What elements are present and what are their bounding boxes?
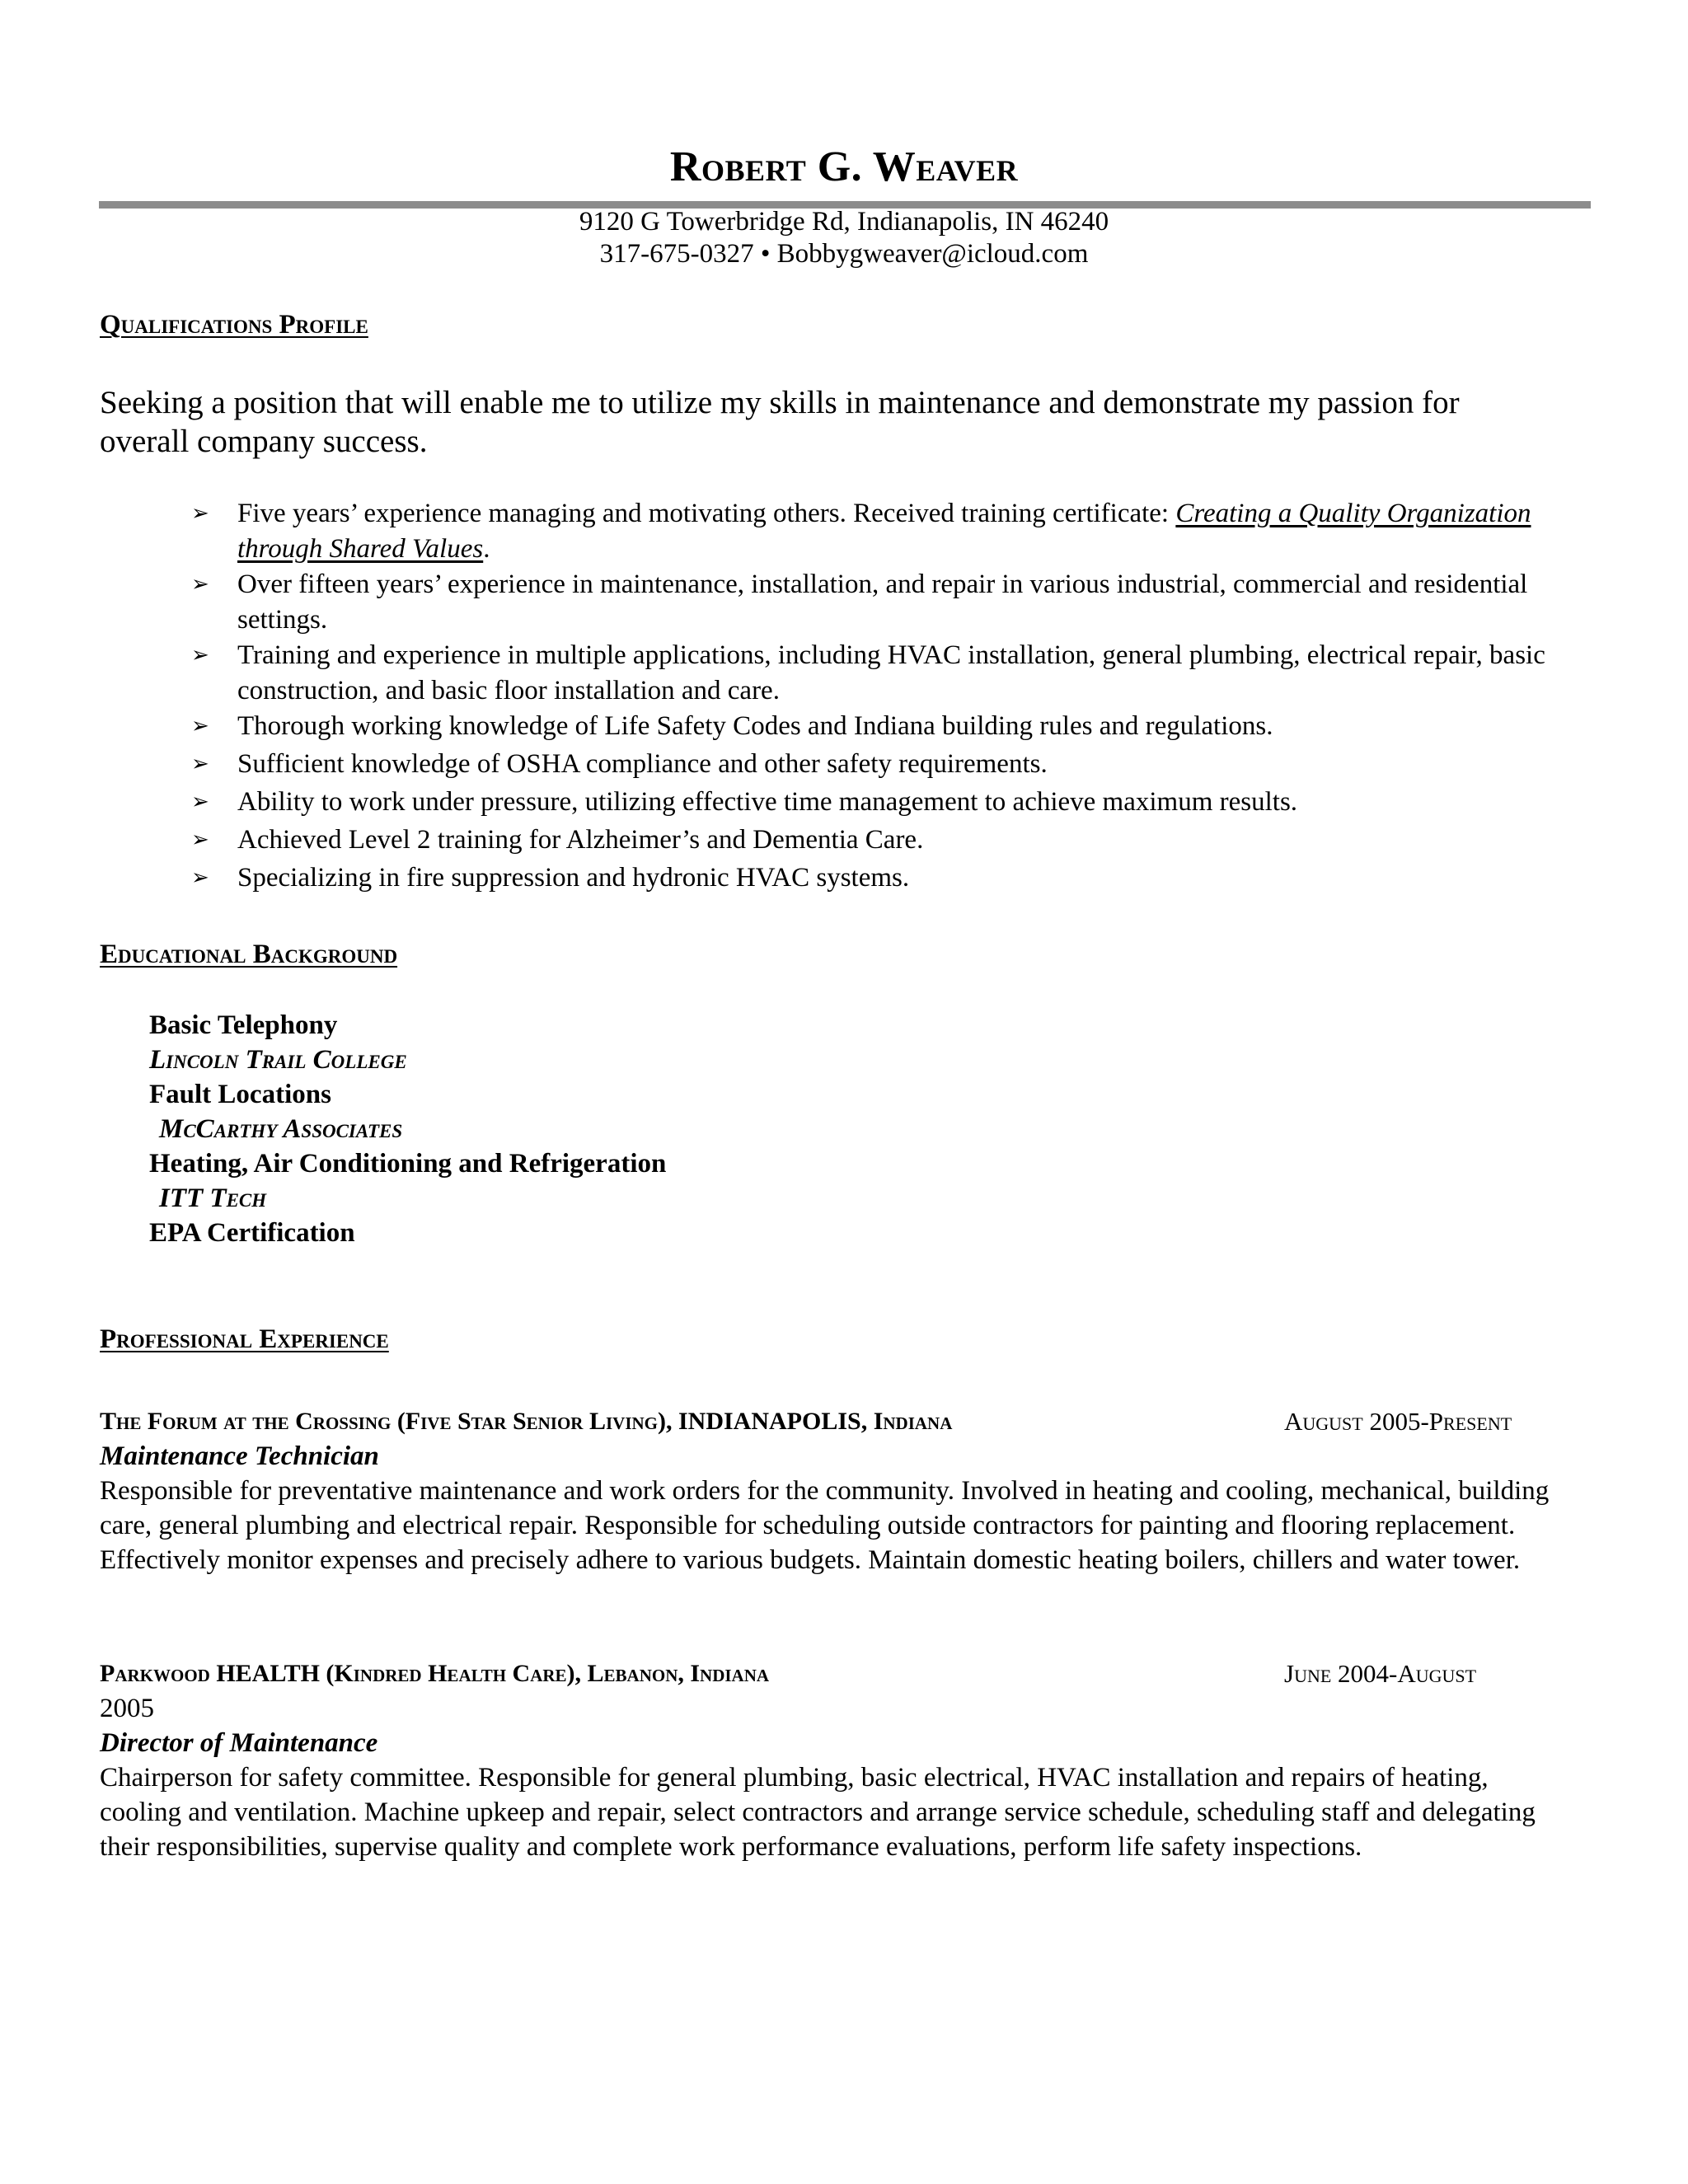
section-heading-education: Educational Background bbox=[100, 940, 398, 969]
qualification-text: Thorough working knowledge of Life Safety Codes and Indiana building rules and regulations. bbox=[237, 711, 1273, 741]
qualification-text: Ability to work under pressure, utilizing effective time management to achieve maximum results. bbox=[237, 787, 1298, 817]
arrow-bullet-icon: ➢ bbox=[191, 501, 209, 526]
qualification-text-part: Five years’ experience managing and motivating others. Received training certificate: bbox=[237, 499, 1176, 528]
arrow-bullet-icon: ➢ bbox=[191, 827, 209, 852]
qualification-text: Specializing in fire suppression and hydronic HVAC systems. bbox=[237, 863, 910, 893]
employer-name: Parkwood HEALTH (Kindred Health Care), Lebanon, Indiana bbox=[100, 1660, 770, 1687]
employment-dates: June 2004-August bbox=[1284, 1659, 1477, 1688]
job-description: Chairperson for safety committee. Responsible for general plumbing, basic electrical, HVAC installation and repairs of heating, cooling and ventilation. Machine upkeep and repair, select contractors and arrange service schedule, scheduling staff and delegating their responsibilities, supervise quality and complete work performance evaluations, perform life safety inspections. bbox=[100, 1763, 1536, 1862]
email-address: Bobbygweaver@icloud.com bbox=[776, 239, 1089, 269]
qualification-text: Achieved Level 2 training for Alzheimer’s and Dementia Care. bbox=[237, 825, 924, 855]
arrow-bullet-icon: ➢ bbox=[191, 790, 209, 814]
address-line: 9120 G Towerbridge Rd, Indianapolis, IN 46240 bbox=[579, 207, 1109, 237]
job-title: Maintenance Technician bbox=[100, 1441, 379, 1471]
arrow-bullet-icon: ➢ bbox=[191, 572, 209, 597]
phone-number: 317-675-0327 bbox=[599, 239, 754, 269]
education-school: Lincoln Trail College bbox=[149, 1045, 407, 1075]
employment-dates: August 2005-Present bbox=[1284, 1407, 1512, 1436]
education-course: EPA Certification bbox=[149, 1218, 355, 1248]
qualification-text: Training and experience in multiple applications, including HVAC installation, general plumbing, electrical repair, basic construction, and basic floor installation and care. bbox=[237, 640, 1545, 705]
qualification-text: Over fifteen years’ experience in maintenance, installation, and repair in various industrial, commercial and residential settings. bbox=[237, 569, 1528, 635]
education-course: Basic Telephony bbox=[149, 1010, 338, 1040]
education-school: ITT Tech bbox=[159, 1183, 267, 1213]
education-course: Fault Locations bbox=[149, 1080, 331, 1109]
objective-statement: Seeking a position that will enable me to utilize my skills in maintenance and demonstrate my passion for overall company success. bbox=[100, 385, 1460, 459]
qualification-text-part: . bbox=[483, 534, 490, 564]
qualification-text bbox=[237, 496, 1573, 567]
job-title: Director of Maintenance bbox=[100, 1728, 378, 1758]
section-heading-qualifications: Qualifications Profile bbox=[100, 310, 368, 340]
section-heading-experience: Professional Experience bbox=[100, 1324, 389, 1354]
employment-dates-wrap: 2005 bbox=[100, 1694, 154, 1723]
job-header bbox=[100, 1657, 1567, 1691]
employer-name: The Forum at the Crossing (Five Star Senior Living), INDIANAPOLIS, Indiana bbox=[100, 1408, 953, 1435]
certificate-title: Creating a Quality Organization through Shared Values bbox=[237, 499, 1531, 564]
job-header bbox=[100, 1404, 1567, 1439]
arrow-bullet-icon: ➢ bbox=[191, 865, 209, 890]
candidate-name: Robert G. Weaver bbox=[669, 143, 1019, 190]
arrow-bullet-icon: ➢ bbox=[191, 643, 209, 668]
education-course: Heating, Air Conditioning and Refrigeration bbox=[149, 1149, 667, 1179]
qualification-text: Sufficient knowledge of OSHA compliance and other safety requirements. bbox=[237, 749, 1048, 779]
arrow-bullet-icon: ➢ bbox=[191, 714, 209, 738]
contact-line bbox=[0, 238, 1688, 269]
arrow-bullet-icon: ➢ bbox=[191, 752, 209, 776]
bullet-separator: • bbox=[760, 239, 771, 269]
education-school: McCarthy Associates bbox=[159, 1114, 403, 1144]
job-description: Responsible for preventative maintenance and work orders for the community. Involved in heating and cooling, mechanical, building care, general plumbing and electrical repair. Responsible for scheduling outside contractors for painting and flooring replacement. Effectively monitor expenses and precisely adhere to various budgets. Maintain domestic heating boilers, chillers and water tower. bbox=[100, 1476, 1550, 1575]
